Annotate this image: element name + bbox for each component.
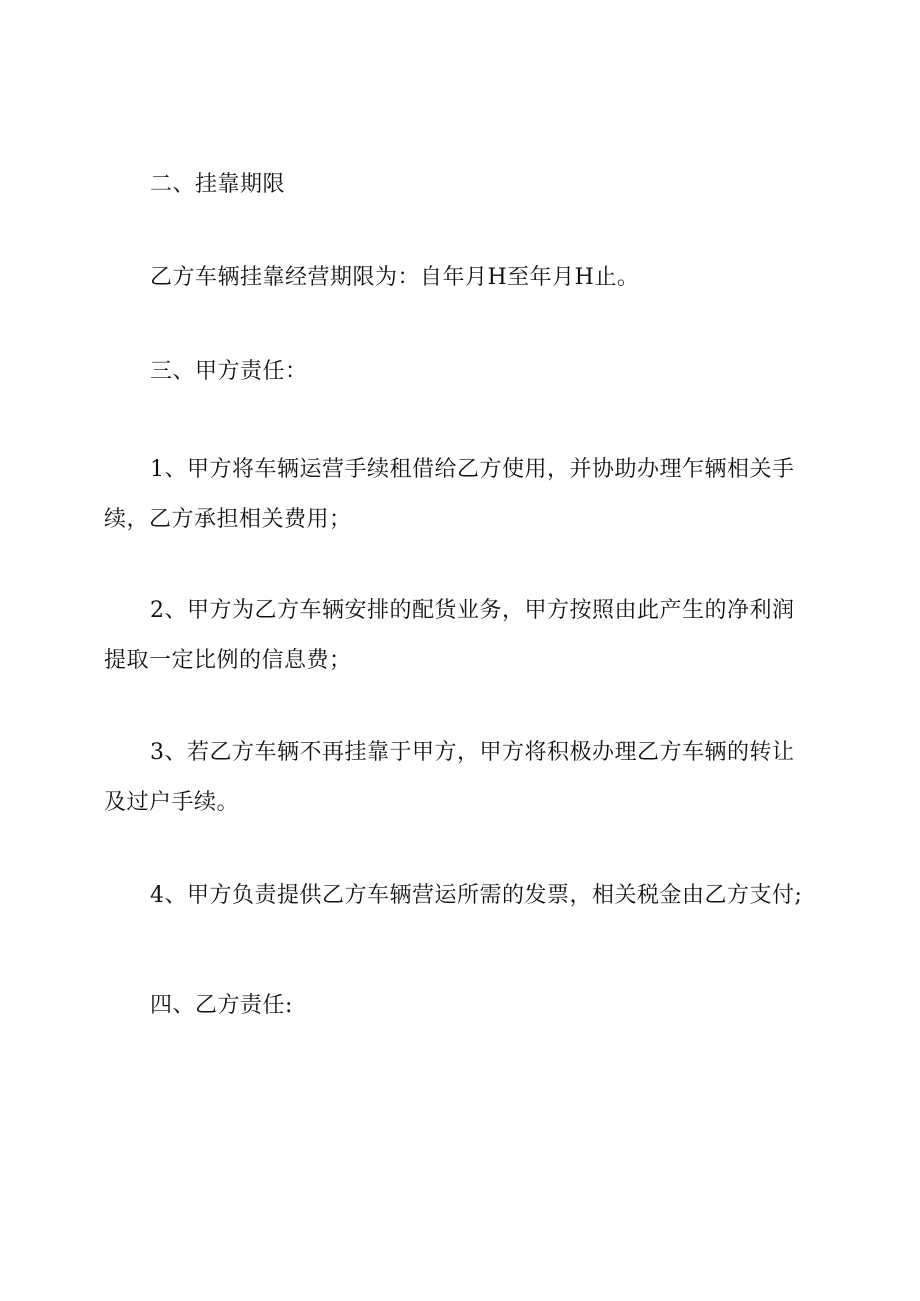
paragraph-line: 三、甲方责任： bbox=[150, 359, 308, 384]
paragraph-line: 1、甲方将车辆运营手续租借给乙方使用，并协助办理乍辆相关手 bbox=[150, 457, 795, 482]
heading-section-4 bbox=[150, 981, 810, 1031]
paragraph-line: 及过户手续。 bbox=[104, 790, 240, 815]
paragraph-item-2 bbox=[104, 586, 810, 686]
paragraph-line: 提取一定比例的信息费； bbox=[104, 648, 352, 673]
paragraph-term bbox=[150, 253, 810, 303]
paragraph-item-1 bbox=[104, 445, 810, 545]
paragraph-line: 续，乙方承担相关费用； bbox=[104, 507, 352, 532]
paragraph-line: 4、甲方负责提供乙方车辆营运所需的发票，相关税金由乙方支付; bbox=[150, 883, 803, 908]
paragraph-item-4 bbox=[150, 871, 810, 921]
heading-section-2 bbox=[150, 160, 810, 210]
paragraph-line: 乙方车辆挂靠经营期限为：自年月H至年月H止。 bbox=[150, 265, 640, 290]
paragraph-line: 2、甲方为乙方车辆安排的配货业务，甲方按照由此产生的净利润 bbox=[150, 598, 795, 623]
paragraph-line: 3、若乙方车辆不再挂靠于甲方，甲方将积极办理乙方车辆的转让 bbox=[150, 740, 795, 765]
paragraph-item-3 bbox=[104, 728, 810, 828]
paragraph-line: 四、乙方责任: bbox=[150, 993, 293, 1018]
heading-section-3 bbox=[150, 347, 810, 397]
paragraph-line: 二、挂靠期限 bbox=[150, 172, 286, 197]
